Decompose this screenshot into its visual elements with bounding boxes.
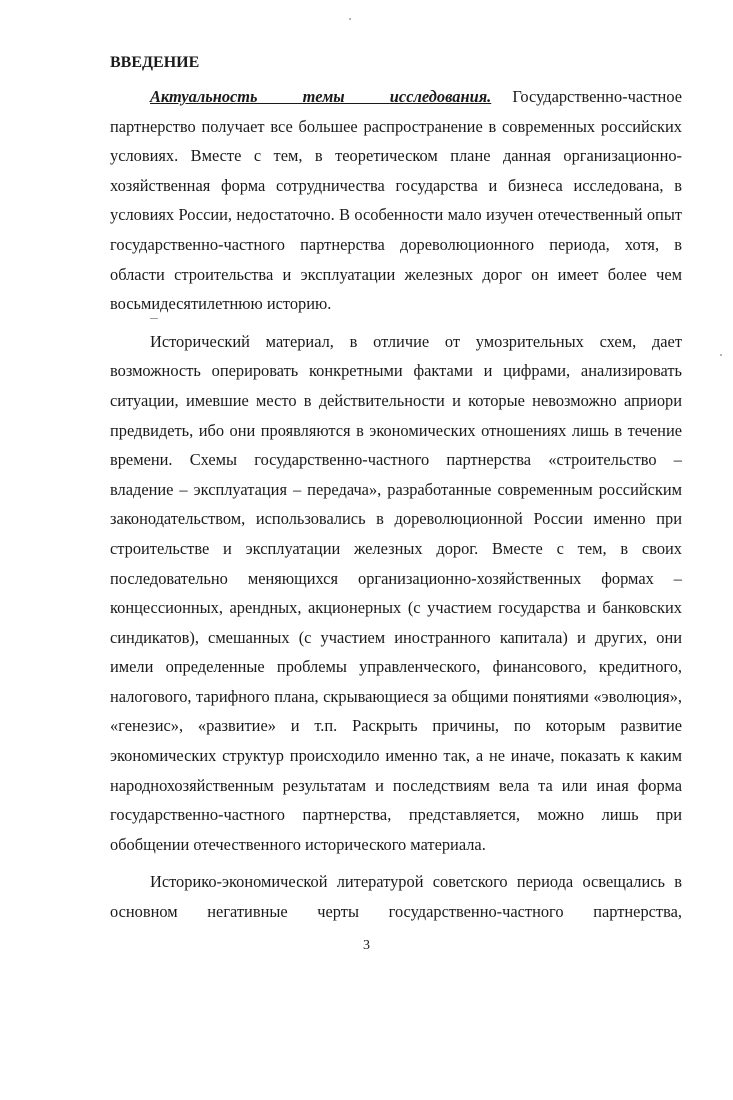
soviet-literature-text: Историко-экономической литературой советского периода освещались в основном негативные черты государственно-частного партнерства, <box>110 872 682 922</box>
page-number: 3 <box>363 938 370 953</box>
historical-material-text: Исторический материал, в отличие от умозрительных схем, дает возможность оперировать конкретными фактами и цифрами, анализировать ситуации, имевшие место в действительности и которые невозможно априори предвидеть, ибо они проявляются в экономических отношениях лишь в течение времени. Схемы государственно-частного партнерства «строительство – владение – эксплуатация – передача», разработанные современным российским законодательством, использовались в дореволюционной России именно при строительстве и эксплуатации железных дорог. Вместе с тем, в своих последовательно меняющихся организационно-хозяйственных формах – концессионных, арендных, акционерных (с участием государства и банковских синдикатов), смешанных (с участием иностранного капитала) и других, они имели определенные проблемы управленческого, финансового, кредитного, налогового, тарифного плана, скрывающиеся за общими понятиями «эволюция», «генезис», «развитие» и т.п. Раскрыть причины, по которым развитие экономических структур происходило именно так, а не иначе, показать к каким народнохозяйственным результатам и последствиям вела та или иная форма государственно-частного партнерства, представляется, можно лишь при обобщении отечественного исторического материала. <box>110 331 682 854</box>
section-heading: ВВЕДЕНИЕ <box>110 54 200 71</box>
paragraph-soviet-literature <box>110 867 682 926</box>
relevance-lead: Актуальность темы исследования. <box>150 87 492 106</box>
paragraph-historical-material <box>110 327 682 860</box>
scan-speck <box>720 354 722 356</box>
scan-speck <box>349 18 351 20</box>
relevance-text: Государственно-частное партнерство получает все большее распространение в современных российских условиях. Вместе с тем, в теоретическом плане данная организационно-хозяйственная форма сотрудничества государства и бизнеса исследована, в условиях России, недостаточно. В особенности мало изучен отечественный опыт государственно-частного партнерства дореволюционного периода, хотя, в области строительства и эксплуатации железных дорог он имеет более чем восьмидесятилетнюю историю. <box>110 87 682 314</box>
document-page <box>110 50 682 935</box>
scan-speck <box>150 318 158 319</box>
paragraph-relevance <box>110 82 682 319</box>
